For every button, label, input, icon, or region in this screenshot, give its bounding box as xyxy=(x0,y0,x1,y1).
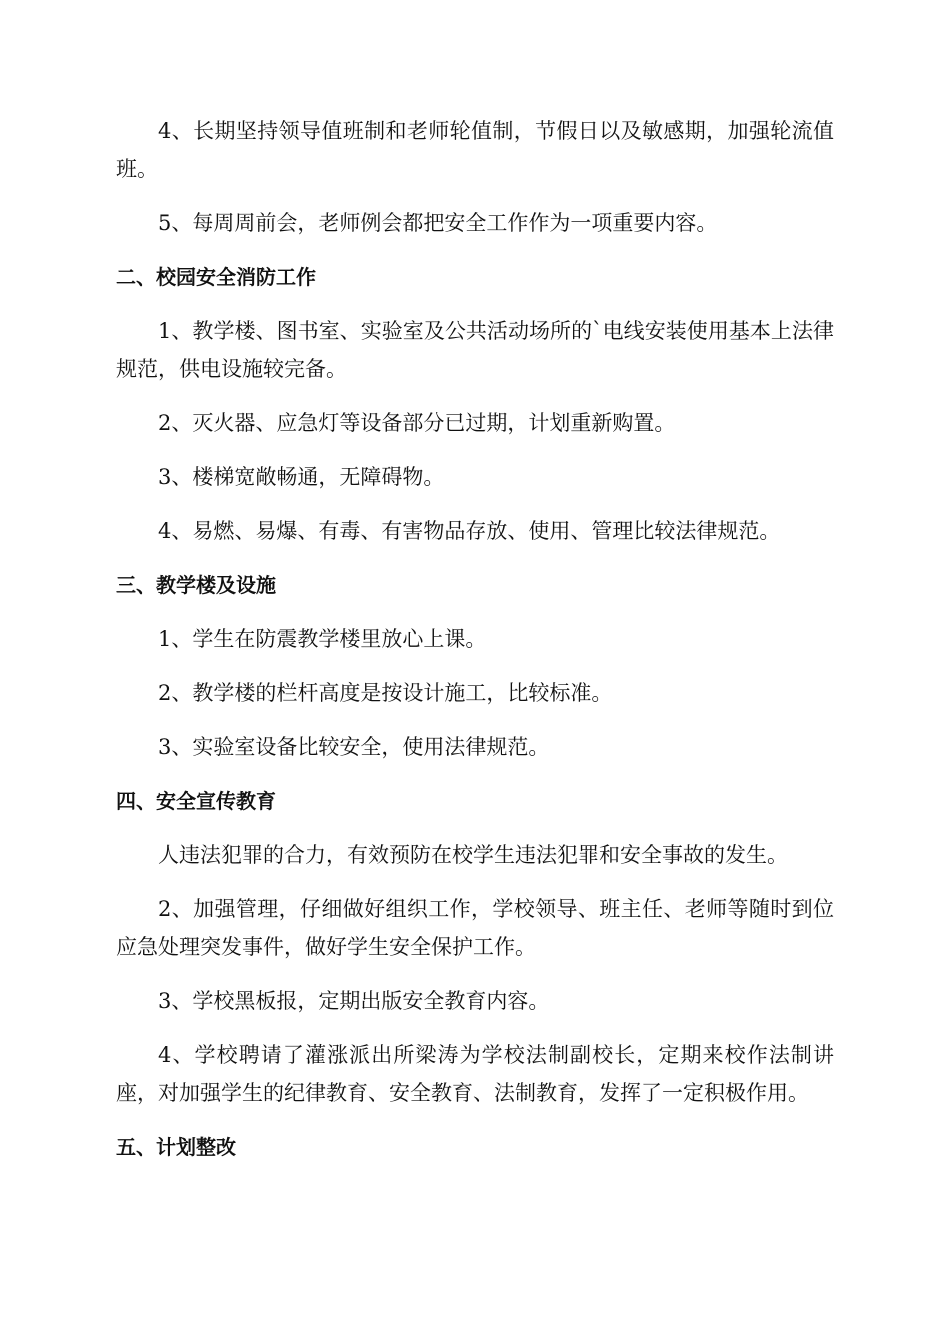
paragraph-crime-prevention: 人违法犯罪的合力，有效预防在校学生违法犯罪和安全事故的发生。 xyxy=(158,843,788,867)
paragraph-lab-equipment: 3、实验室设备比较安全，使用法律规范。 xyxy=(158,735,550,759)
paragraph-wiring: 1、教学楼、图书室、实验室及公共活动场所的`电线安装使用基本上法律规范，供电设施较完备。 xyxy=(116,319,834,381)
paragraph-railings: 2、教学楼的栏杆高度是按设计施工，比较标准。 xyxy=(158,681,613,705)
paragraph-extinguishers: 2、灭火器、应急灯等设备部分已过期，计划重新购置。 xyxy=(158,411,676,435)
paragraph-blackboard: 3、学校黑板报，定期出版安全教育内容。 xyxy=(158,989,550,1013)
paragraph-earthquake-proof: 1、学生在防震教学楼里放心上课。 xyxy=(158,627,487,651)
section-heading-safety-education: 四、安全宣传教育 xyxy=(116,789,276,813)
paragraph-legal-vice-principal: 4、学校聘请了灌涨派出所梁涛为学校法制副校长，定期来校作法制讲座，对加强学生的纪律教育、安全教育、法制教育，发挥了一定积极作用。 xyxy=(116,1043,834,1105)
section-heading-rectification-plan: 五、计划整改 xyxy=(116,1135,236,1159)
section-heading-buildings: 三、教学楼及设施 xyxy=(116,573,276,597)
paragraph-weekly-meeting: 5、每周周前会，老师例会都把安全工作作为一项重要内容。 xyxy=(158,211,718,235)
paragraph-management: 2、加强管理，仔细做好组织工作，学校领导、班主任、老师等随时到位应急处理突发事件，做好学生安全保护工作。 xyxy=(116,897,834,959)
section-heading-fire-safety: 二、校园安全消防工作 xyxy=(116,265,316,289)
paragraph-duty-rotation: 4、长期坚持领导值班制和老师轮值制，节假日以及敏感期，加强轮流值班。 xyxy=(116,119,834,181)
paragraph-hazardous-materials: 4、易燃、易爆、有毒、有害物品存放、使用、管理比较法律规范。 xyxy=(158,519,781,543)
paragraph-stairs: 3、楼梯宽敞畅通，无障碍物。 xyxy=(158,465,445,489)
